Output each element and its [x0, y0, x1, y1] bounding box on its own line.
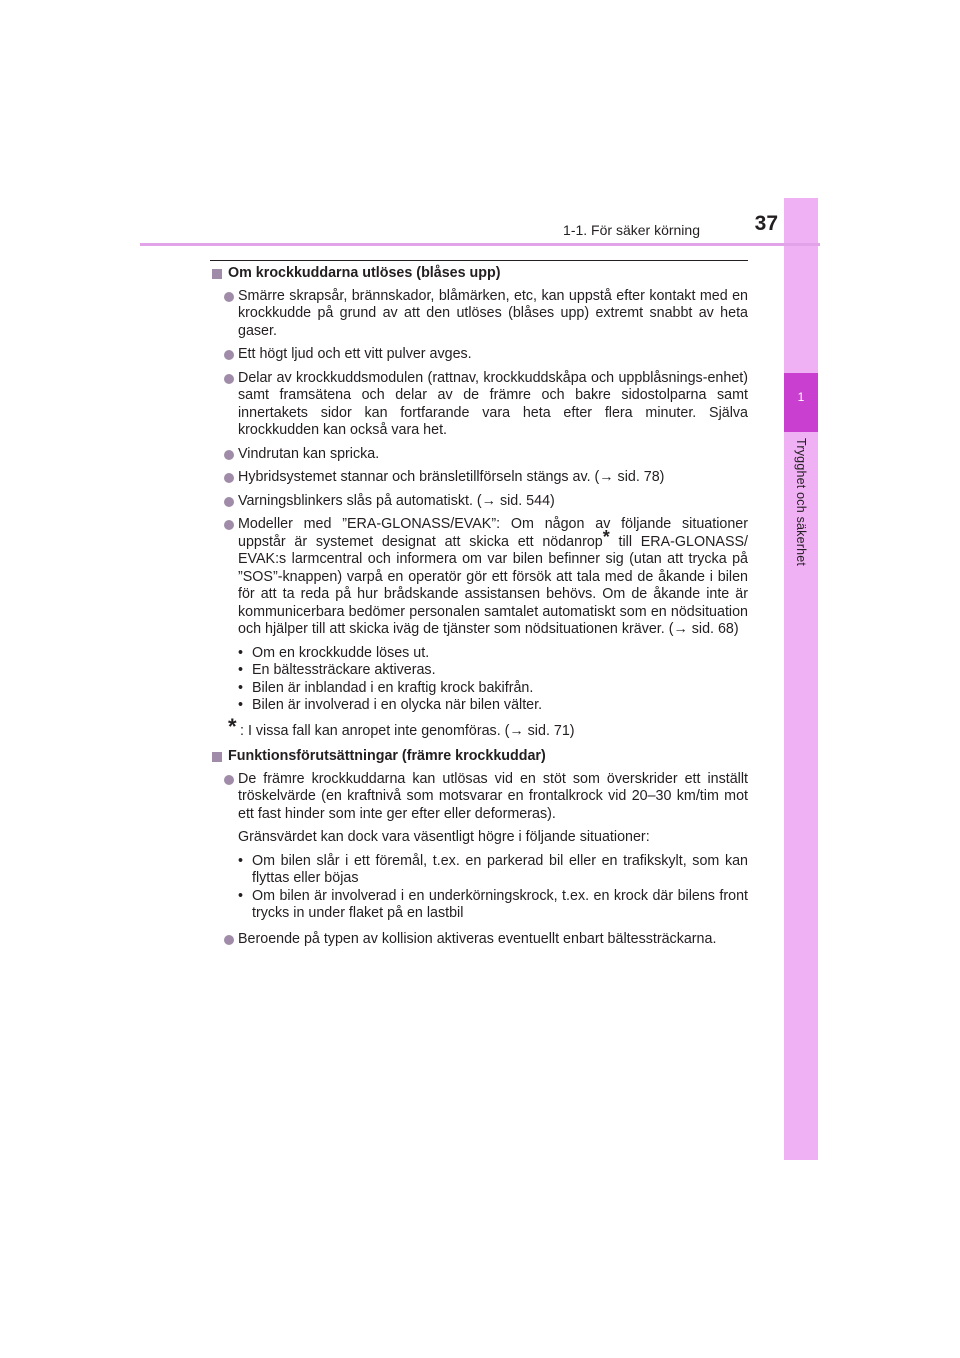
sub-list	[212, 853, 748, 923]
chapter-side-tab	[784, 198, 818, 1160]
sub-list-item: • Om bilen slår i ett föremål, t.ex. en parkerad bil eller en trafikskylt, som kan flyttas eller böjas	[238, 852, 748, 886]
page-content	[212, 265, 748, 954]
list-item: Varningsblinkers slås på automatiskt. (→ sid. 544)	[212, 493, 748, 511]
bullet-icon	[224, 520, 234, 530]
content-divider	[210, 260, 748, 261]
list-item: De främre krockkuddarna kan utlösas vid en stöt som överskrider ett inställt tröskelvärde (en kraftnivå som motsvarar en frontalkrock vid 20–30 km/tim mot ett fast hinder som inte ger efter eller deformeras).	[212, 771, 748, 824]
list-item: Delar av krockkuddsmodulen (rattnav, krockkuddskåpa och uppblåsnings-enhet) samt framsätena och delar av de främre och bakre sidostolparna samt innertakets sidor kan fortfarande vara heta efter flera minuter. Själva krockkudden kan också vara het.	[212, 370, 748, 440]
list-item: Hybridsystemet stannar och bränsletillförseln stängs av. (→ sid. 78)	[212, 469, 748, 487]
bullet-icon	[224, 450, 234, 460]
sub-list	[212, 645, 748, 715]
bullet-icon	[224, 374, 234, 384]
sub-list-item: • Bilen är involverad i en olycka när bilen välter.	[238, 697, 543, 713]
list-item: Beroende på typen av kollision aktiveras eventuellt enbart bältessträckarna.	[212, 931, 748, 949]
bullet-icon	[224, 350, 234, 360]
footnote: * : I vissa fall kan anropet inte genomföras. (→ sid. 71)	[228, 713, 575, 739]
list-item: Ett högt ljud och ett vitt pulver avges.	[212, 346, 748, 364]
sub-list-item: • Om bilen är involverad i en underkörningskrock, t.ex. en krock där bilens front trycks in under flaket på en lastbil	[238, 887, 748, 921]
list-item-era-glonass: Modeller med ”ERA-GLONASS/EVAK”: Om någon av följande situationer uppstår är systemet designat att skicka ett nödanrop* till ERA-GLONASS/ EVAK:s larmcentral och informera om var bilen befinner sig (utan att trycka på ”SOS”-knappen) varpå en operatör gör ett försök att tala med de åkande i bilen för att ta reda på hur brådskande assistansen behövs. Om de åkande inte är kommunicerbara bedömer personalen samtalet automatiskt som en nödsituation och hjälper till att skicka iväg de tjänster som nödsituationen kräver. (→ sid. 68)	[212, 516, 748, 639]
list-item: Smärre skrapsår, brännskador, blåmärken, etc, kan uppstå efter kontakt med en krockkudde på grund av att den utlöses (blåses upp) extremt snabbt av heta gaser.	[212, 288, 748, 341]
bullet-icon	[224, 292, 234, 302]
sub-list-item: • Om en krockkudde löses ut.	[238, 644, 430, 661]
section-title: 1-1. För säker körning	[563, 222, 700, 238]
paragraph: Gränsvärdet kan dock vara väsentligt högre i följande situationer:	[238, 829, 650, 845]
chapter-title: Trygghet och säkerhet	[794, 438, 808, 567]
list-item: Vindrutan kan spricka.	[212, 446, 748, 464]
chapter-number: 1	[797, 390, 805, 404]
sub-list-item: • En bältessträckare aktiveras.	[238, 662, 436, 678]
footnote-marker: *	[602, 526, 610, 547]
footnote-star: *	[228, 713, 237, 739]
bullet-icon	[224, 473, 234, 483]
bullet-icon	[224, 497, 234, 507]
section-heading-airbag-deploy: Om krockkuddarna utlöses (blåses upp)	[212, 265, 748, 283]
bullet-icon	[224, 775, 234, 785]
bullet-icon	[224, 935, 234, 945]
sub-list-item: • Bilen är inblandad i en kraftig krock bakifrån.	[238, 679, 534, 696]
page-number: 37	[754, 212, 778, 235]
header-rule	[140, 243, 820, 246]
section-heading-front-airbags: Funktionsförutsättningar (främre krockkuddar)	[212, 748, 748, 766]
